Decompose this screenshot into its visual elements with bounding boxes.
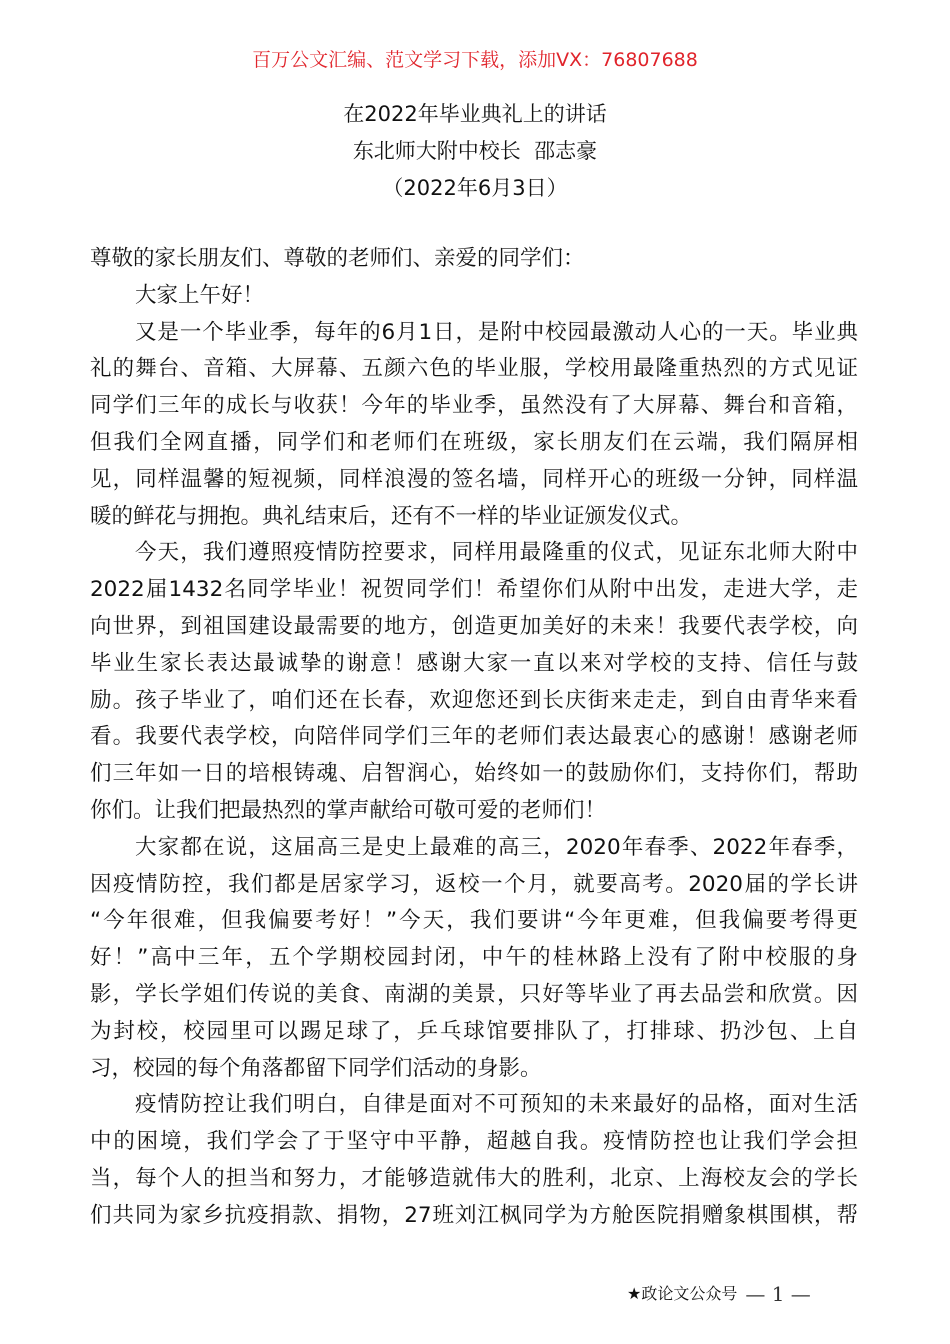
paragraph-line: 当，每个人的担当和努力，才能够造就伟大的胜利，北京、上海校友会的学长: [90, 1165, 858, 1191]
paragraph: [90, 315, 858, 536]
document-author: 东北师大附中校长 邵志豪: [352, 139, 598, 163]
salutation: 尊敬的家长朋友们、尊敬的老师们、亲爱的同学们：: [90, 246, 585, 271]
paragraph-line: 看。我要代表学校，向陪伴同学们三年的老师们表达最衷心的感谢！感谢老师: [90, 724, 858, 750]
paragraph-line: 同学们三年的成长与收获！今年的毕业季，虽然没有了大屏幕、舞台和音箱，: [90, 393, 858, 419]
paragraph-line: 中的困境，我们学会了于坚守中平静，超越自我。疫情防控也让我们学会担: [90, 1129, 858, 1155]
paragraph-line: 又是一个毕业季，每年的6月1日，是附中校园最激动人心的一天。毕业典: [135, 319, 858, 345]
paragraph-line: 大家都在说，这届高三是史上最难的高三，2020年春季、2022年春季，: [135, 834, 858, 860]
paragraph-line: 你们。让我们把最热烈的掌声献给可敬可爱的老师们！: [90, 797, 607, 823]
document-title: 在2022年毕业典礼上的讲话: [343, 102, 607, 126]
paragraph-line: 好！”高中三年，五个学期校园封闭，中午的桂林路上没有了附中校服的身: [90, 945, 858, 971]
paragraph-line: 影，学长学姐们传说的美食、南湖的美景，只好等毕业了再去品尝和欣赏。因: [90, 981, 858, 1007]
page-number: — 1 —: [745, 1282, 811, 1306]
paragraph-line: 大家上午好！: [135, 282, 265, 308]
paragraph-line: 礼的舞台、音箱、大屏幕、五颜六色的毕业服，学校用最隆重热烈的方式见证: [90, 356, 858, 382]
document-header: [0, 96, 950, 207]
paragraph-line: 疫情防控让我们明白，自律是面对不可预知的未来最好的品格，面对生活: [135, 1092, 858, 1118]
paragraph: [90, 535, 858, 829]
paragraph-line: 习，校园的每个角落都留下同学们活动的身影。: [90, 1055, 542, 1081]
paragraph-line: 毕业生家长表达最诚挚的谢意！感谢大家一直以来对学校的支持、信任与鼓: [90, 650, 858, 676]
paragraph-line: 暖的鲜花与拥抱。典礼结束后，还有不一样的毕业证颁发仪式。: [90, 503, 693, 529]
watermark-banner: 百万公文汇编、范文学习下载，添加VX：76807688: [252, 49, 698, 71]
paragraph-line: 因疫情防控，我们都是居家学习，返校一个月，就要高考。2020届的学长讲: [90, 871, 858, 897]
paragraph-line: 们三年如一日的培根铸魂、启智润心，始终如一的鼓励你们，支持你们，帮助: [90, 761, 858, 787]
paragraph-line: 为封校，校园里可以踢足球了，乒乓球馆要排队了，打排球、扔沙包、上自: [90, 1018, 858, 1044]
paragraph-line: 见，同样温馨的短视频，同样浪漫的签名墙，同样开心的班级一分钟，同样温: [90, 466, 858, 492]
paragraph-line: 励。孩子毕业了，咱们还在长春，欢迎您还到长庆街来走走，到自由青华来看: [90, 687, 858, 713]
document-date: （2022年6月3日）: [382, 176, 568, 200]
paragraph-line: 今天，我们遵照疫情防控要求，同样用最隆重的仪式，见证东北师大附中: [135, 540, 858, 566]
paragraph: [90, 278, 858, 315]
paragraph: [90, 830, 858, 1088]
paragraph: [90, 1087, 858, 1234]
paragraph-line: 向世界，到祖国建设最需要的地方，创造更加美好的未来！我要代表学校，向: [90, 613, 858, 639]
page-footer: [627, 1282, 811, 1306]
footer-source: ★政论文公众号: [627, 1284, 738, 1303]
paragraph-line: 们共同为家乡抗疫捐款、捐物，27班刘江枫同学为方舱医院捐赠象棋围棋，帮: [90, 1202, 858, 1228]
paragraph-line: “今年很难，但我偏要考好！”今天，我们要讲“今年更难，但我偏要考得更: [90, 908, 858, 934]
document-body: [90, 241, 858, 1235]
paragraph-line: 但我们全网直播，同学们和老师们在班级，家长朋友们在云端，我们隔屏相: [90, 429, 858, 455]
paragraph-line: 2022届1432名同学毕业！祝贺同学们！希望你们从附中出发，走进大学，走: [90, 577, 858, 603]
